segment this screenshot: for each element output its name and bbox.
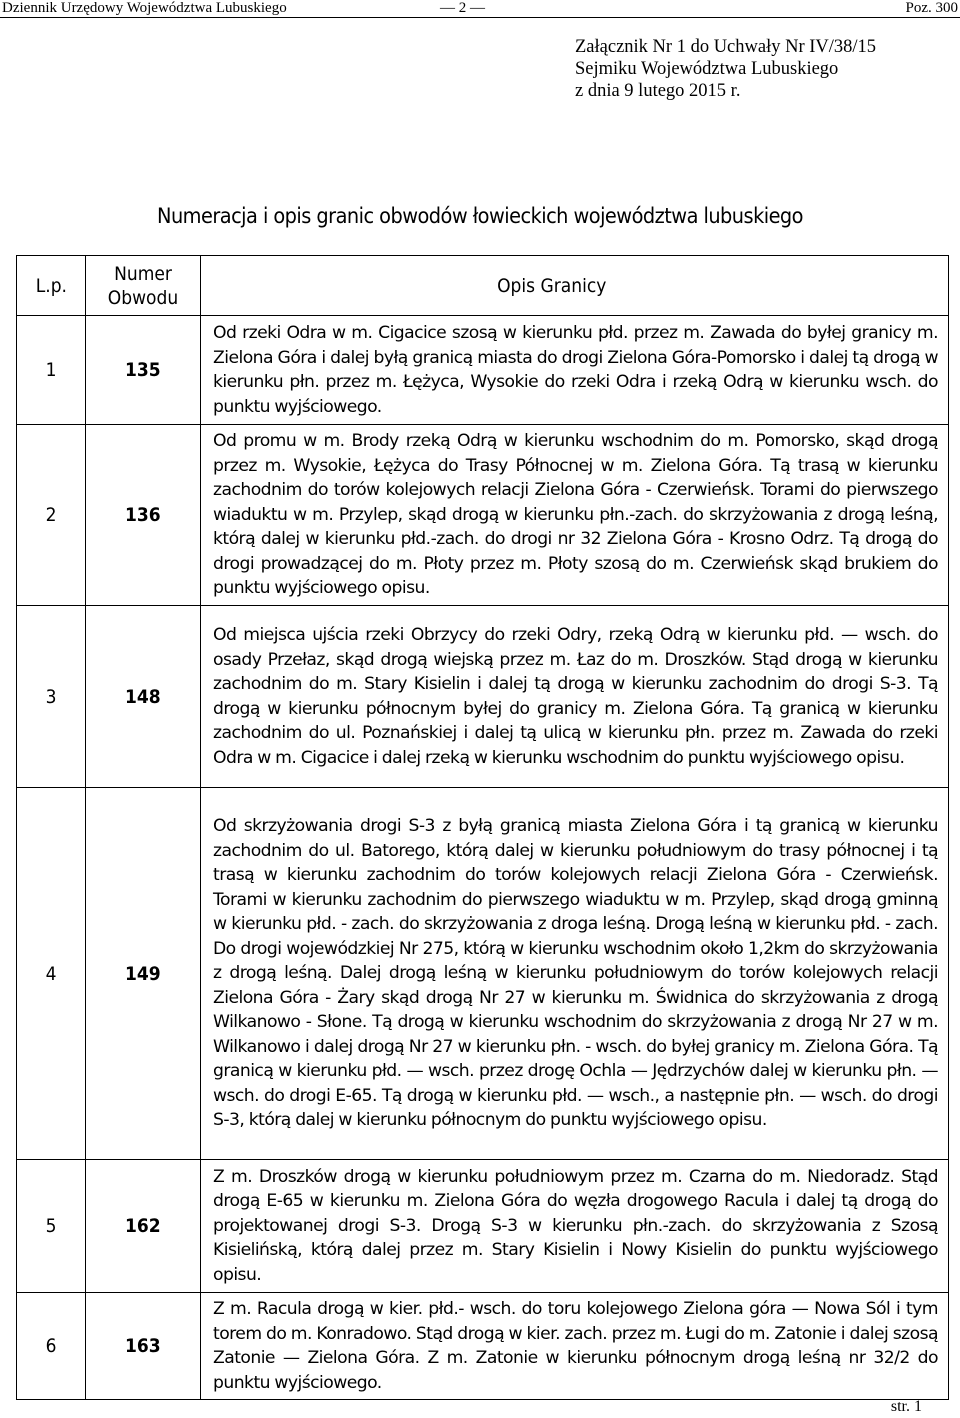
page-number: — 2 — <box>440 0 485 16</box>
row-description: Z m. Droszków drogą w kierunku południowym przez m. Czarna do m. Niedoradz. Stąd drogą E-65 w kierunku m. Zielona Góra do węzła drogowego Racula i dalej tą drogą do projektowanej drogi S-3. Drogą S-3 w kierunku płn.-zach. do skrzyżowania z Szosą Kisielińską, którą dalej przez m. Stary Kisielin i Nowy Kisielin do punktu wyjściowego opisu. <box>201 1160 949 1293</box>
row-lp: 4 <box>17 788 86 1160</box>
annex-line-2: Sejmiku Województwa Lubuskiego <box>575 59 839 79</box>
hunting-districts-table <box>16 255 949 1400</box>
table-row <box>17 606 949 788</box>
row-lp: 6 <box>17 1293 86 1400</box>
row-description: Od promu w m. Brody rzeką Odrą w kierunku wschodnim do m. Pomorsko, skąd drogą przez m. Wysokie, Łężyca do Trasy Północnej w m. Zielona Góra. Tą trasą w kierunku zachodnim do torów kolejowych relacji Zielona Góra - Czerwieńsk. Torami do pierwszego wiaduktu w m. Przylep, skąd drogą w kierunku płn.-zach. do skrzyżowania z drogą leśną, którą dalej w kierunku płd.-zach. do drogi nr 32 Zielona Góra - Krosno Odrz. Tą drogą do drogi prowadzącej do m. Płoty przez m. Płoty szosą do m. Czerwieńsk skąd brukiem do punktu wyjściowego opisu. <box>201 425 949 606</box>
annex-block <box>575 36 876 102</box>
row-number: 162 <box>86 1160 201 1293</box>
header-number: Numer Obwodu <box>86 256 201 316</box>
document-title: Numeracja i opis granic obwodów łowieckich województwa lubuskiego <box>157 204 803 229</box>
row-lp: 2 <box>17 425 86 606</box>
header-divider <box>0 17 960 18</box>
row-number: 136 <box>86 425 201 606</box>
row-lp: 3 <box>17 606 86 788</box>
annex-line-3: z dnia 9 lutego 2015 r. <box>575 81 741 101</box>
page-footer: str. 1 <box>890 1398 922 1415</box>
table-row <box>17 316 949 425</box>
row-number: 149 <box>86 788 201 1160</box>
annex-line-1: Załącznik Nr 1 do Uchwały Nr IV/38/15 <box>575 37 877 57</box>
table-header-row <box>17 256 949 316</box>
journal-header <box>0 0 960 16</box>
header-lp: L.p. <box>17 256 86 316</box>
row-lp: 1 <box>17 316 86 425</box>
table-row <box>17 425 949 606</box>
row-lp: 5 <box>17 1160 86 1293</box>
position-number: Poz. 300 <box>905 0 958 16</box>
row-description: Od miejsca ujścia rzeki Obrzycy do rzeki Odry, rzeką Odrą w kierunku płd. — wsch. do osady Przełaz, skąd drogą wiejską przez m. Łaz do m. Droszków. Stąd drogą w kierunku zachodnim do m. Stary Kisielin i dalej tą drogą w kierunku zachodnim do drogi S-3. Tą drogą w kierunku północnym byłej do granicy m. Zielona Góra. Tą granicą w kierunku zachodnim do ul. Poznańskiej i dalej tą ulicą w kierunku płn. przez m. Zawada do rzeki Odra w m. Cigacice i dalej rzeką w kierunku wschodnim do punktu wyjściowego opisu. <box>201 606 949 788</box>
row-description: Od rzeki Odra w m. Cigacice szosą w kierunku płd. przez m. Zawada do byłej granicy m. Zielona Góra i dalej byłą granicą miasta do drogi Zielona Góra-Pomorsko i dalej tą drogą w kierunku płn. przez m. Łężyca, Wysokie do rzeki Odra i rzeką Odrą w kierunku wsch. do punktu wyjściowego. <box>201 316 949 425</box>
table-row <box>17 1160 949 1293</box>
header-description: Opis Granicy <box>201 256 949 316</box>
row-description: Z m. Racula drogą w kier. płd.- wsch. do toru kolejowego Zielona góra — Nowa Sól i tym torem do m. Konradowo. Stąd drogą w kier. zach. przez m. Ługi do m. Zatonie i dalej szosą Zatonie — Zielona Góra. Z m. Zatonie w kierunku północnym drogą leśną nr 32/2 do punktu wyjściowego. <box>201 1293 949 1400</box>
row-description: Od skrzyżowania drogi S-3 z byłą granicą miasta Zielona Góra i tą granicą w kierunku zachodnim do ul. Batorego, którą dalej w kierunku południowym do trasy północnej i tą trasą w kierunku zachodnim do torów kolejowych relacji Zielona Góra - Czerwieńsk. Torami w kierunku zachodnim do pierwszego wiaduktu w m. Przylep, skąd drogą gminną w kierunku płd. - zach. do skrzyżowania z droga leśną. Drogą leśną w kierunku płd. - zach. Do drogi wojewódzkiej Nr 275, którą w kierunku wschodnim około 1,2km do skrzyżowania z drogą leśną. Dalej drogą leśną w kierunku południowym do torów kolejowych relacji Zielona Góra - Żary skąd drogą Nr 27 w kierunku m. Świdnica do skrzyżowania z drogą Wilkanowo - Słone. Tą drogą w kierunku wschodnim do skrzyżowania z drogą Nr 27 w m. Wilkanowo i dalej drogą Nr 27 w kierunku płn. - wsch. do byłej granicy m. Zielona Góra. Tą granicą w kierunku płd. — wsch. przez drogę Ochla — Jędrzychów dalej w kierunku płn. — wsch. do drogi E-65. Tą drogą w kierunku płd. — wsch., a następnie płn. — wsch. do drogi S-3, którą dalej w kierunku północnym do punktu wyjściowego opisu. <box>201 788 949 1160</box>
table-row <box>17 1293 949 1400</box>
table-row <box>17 788 949 1160</box>
row-number: 135 <box>86 316 201 425</box>
row-number: 163 <box>86 1293 201 1400</box>
row-number: 148 <box>86 606 201 788</box>
journal-name: Dziennik Urzędowy Województwa Lubuskiego <box>2 0 287 16</box>
